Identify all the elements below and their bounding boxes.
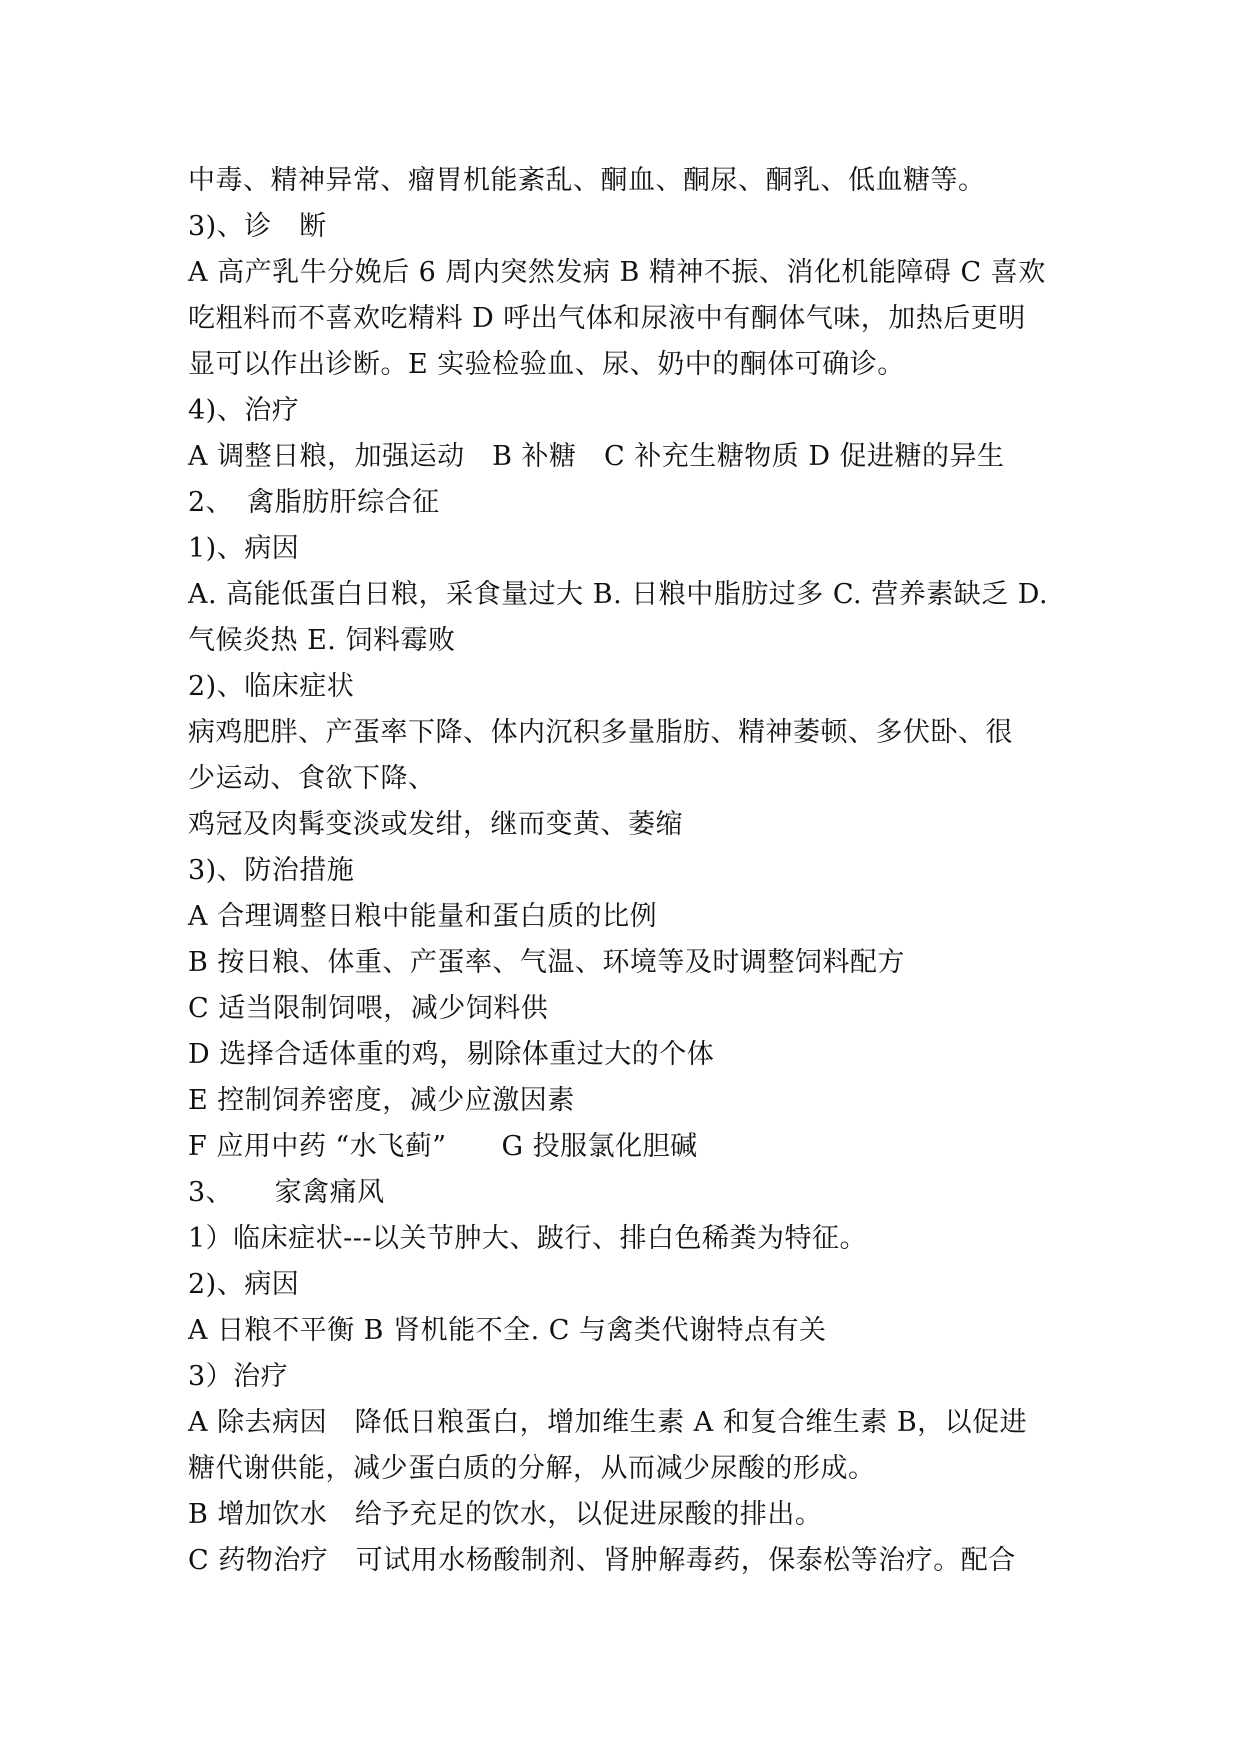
text-line: E 控制饲养密度，减少应激因素 xyxy=(188,1085,575,1116)
text-line: 少运动、食欲下降、 xyxy=(188,763,436,794)
section-heading: 1)、病因 xyxy=(188,533,300,564)
text-line: 气候炎热 E. 饲料霉败 xyxy=(188,625,456,656)
text-line: 病鸡肥胖、产蛋率下降、体内沉积多量脂肪、精神萎顿、多伏卧、很 xyxy=(188,717,1013,748)
text-line: A 高产乳牛分娩后 6 周内突然发病 B 精神不振、消化机能障碍 C 喜欢 xyxy=(188,257,1046,288)
text-line: 糖代谢供能，减少蛋白质的分解，从而减少尿酸的形成。 xyxy=(188,1453,876,1484)
text-line: D 选择合适体重的鸡，剔除体重过大的个体 xyxy=(188,1039,715,1070)
text-line: B 增加饮水 给予充足的饮水，以促进尿酸的排出。 xyxy=(188,1499,823,1530)
section-heading: 1）临床症状---以关节肿大、跛行、排白色稀粪为特征。 xyxy=(188,1223,868,1254)
text-line: 显可以作出诊断。E 实验检验血、尿、奶中的酮体可确诊。 xyxy=(188,349,905,380)
section-heading: 3)、防治措施 xyxy=(188,855,355,886)
document-body xyxy=(188,158,1068,1584)
text-line: 吃粗料而不喜欢吃精料 D 呼出气体和尿液中有酮体气味，加热后更明 xyxy=(188,303,1026,334)
section-heading: 3)、诊 断 xyxy=(188,211,327,242)
text-line: B 按日粮、体重、产蛋率、气温、环境等及时调整饲料配方 xyxy=(188,947,905,978)
text-line: 中毒、精神异常、瘤胃机能紊乱、酮血、酮尿、酮乳、低血糖等。 xyxy=(188,165,986,196)
text-line: C 药物治疗 可试用水杨酸制剂、肾肿解毒药，保泰松等治疗。配合 xyxy=(188,1545,1016,1576)
text-line: A 除去病因 降低日粮蛋白，增加维生素 A 和复合维生素 B，以促进 xyxy=(188,1407,1028,1438)
text-line: A 日粮不平衡 B 肾机能不全. C 与禽类代谢特点有关 xyxy=(188,1315,827,1346)
chapter-heading: 2、 禽脂肪肝综合征 xyxy=(188,487,440,518)
text-line: A 调整日粮，加强运动 B 补糖 C 补充生糖物质 D 促进糖的异生 xyxy=(188,441,1005,472)
section-heading: 2)、病因 xyxy=(188,1269,300,1300)
section-heading: 4)、治疗 xyxy=(188,395,300,426)
chapter-heading: 3、 家禽痛风 xyxy=(188,1177,385,1208)
section-heading: 3）治疗 xyxy=(188,1361,289,1392)
section-heading: 2)、临床症状 xyxy=(188,671,355,702)
text-line: C 适当限制饲喂，减少饲料供 xyxy=(188,993,549,1024)
text-line: A. 高能低蛋白日粮，采食量过大 B. 日粮中脂肪过多 C. 营养素缺乏 D. xyxy=(188,579,1049,610)
text-line: F 应用中药 “水飞蓟” G 投服氯化胆碱 xyxy=(188,1131,698,1162)
text-line: A 合理调整日粮中能量和蛋白质的比例 xyxy=(188,901,658,932)
text-line: 鸡冠及肉髯变淡或发绀，继而变黄、萎缩 xyxy=(188,809,683,840)
